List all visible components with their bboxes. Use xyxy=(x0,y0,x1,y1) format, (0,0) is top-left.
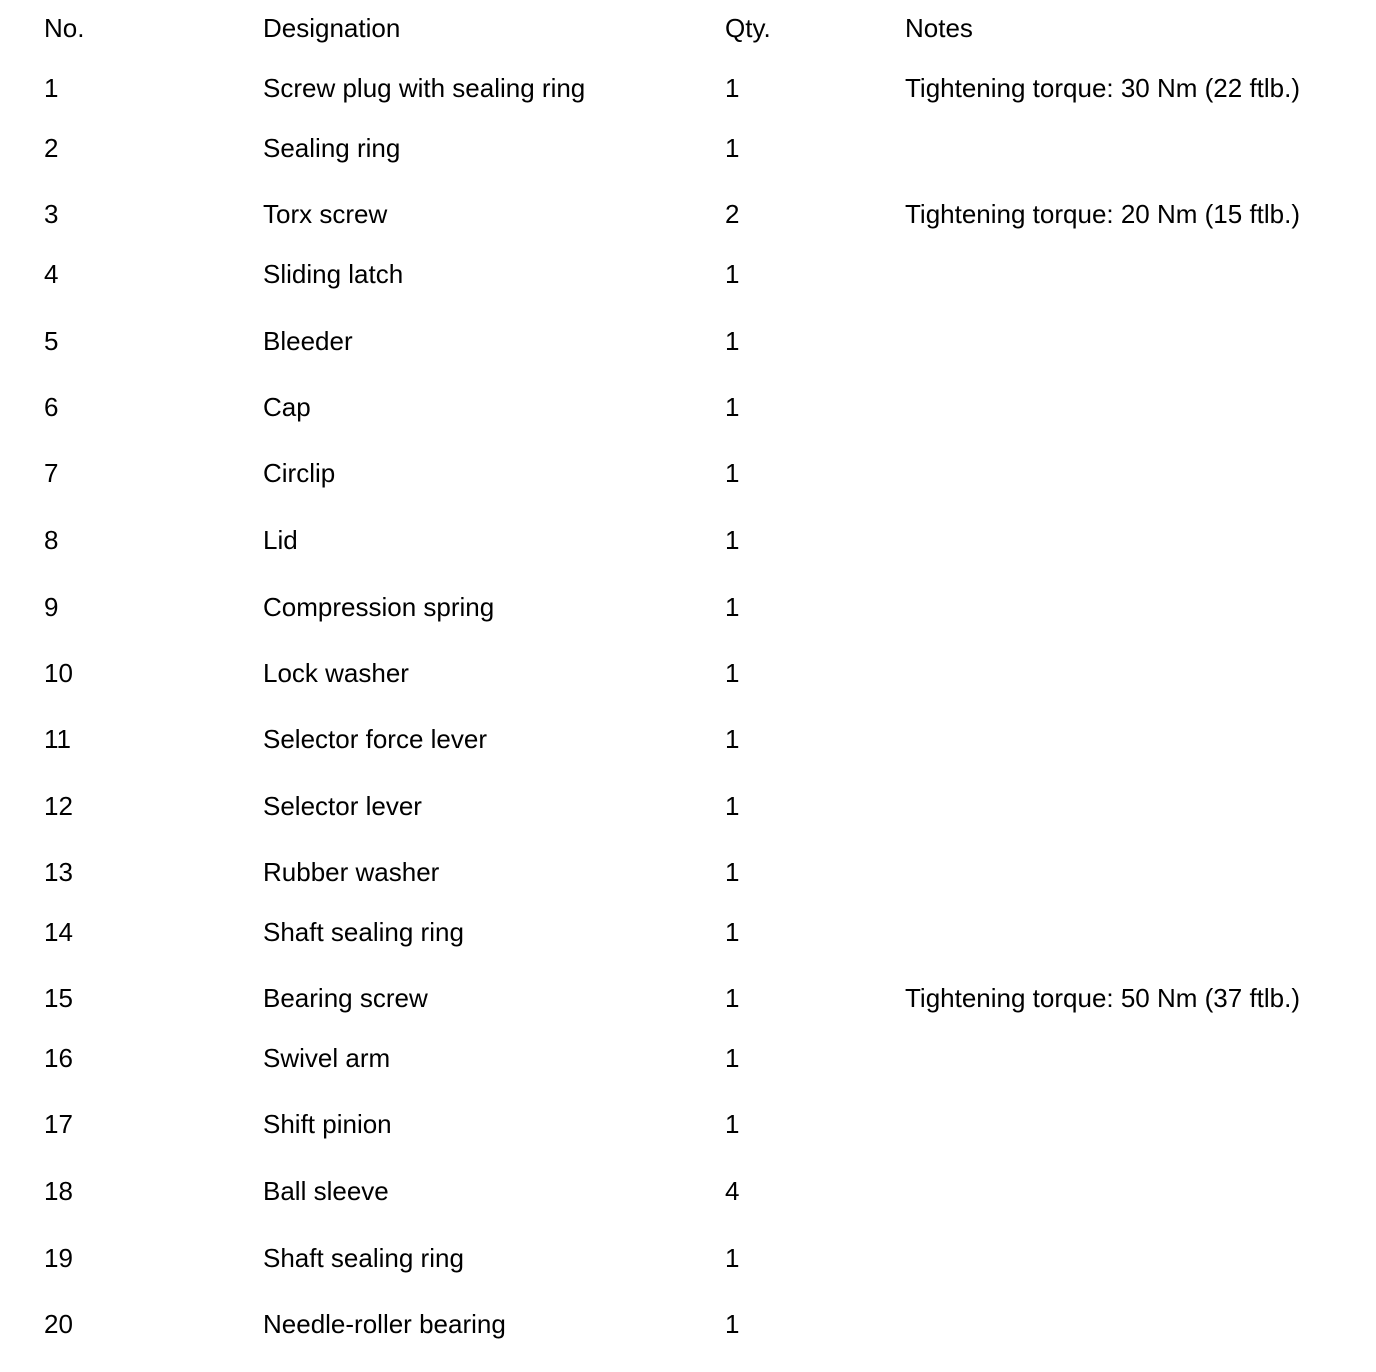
table-row xyxy=(0,985,1376,1015)
row-qty: 1 xyxy=(725,525,740,555)
table-row xyxy=(0,1245,1376,1275)
row-no: 16 xyxy=(44,1043,73,1073)
row-qty: 1 xyxy=(725,1043,740,1073)
row-qty: 1 xyxy=(725,592,740,622)
table-row xyxy=(0,328,1376,358)
table-row xyxy=(0,460,1376,490)
row-no: 17 xyxy=(44,1109,73,1139)
row-designation: Compression spring xyxy=(263,592,495,622)
row-qty: 4 xyxy=(725,1176,740,1206)
table-row xyxy=(0,919,1376,949)
header-designation: Designation xyxy=(263,13,401,43)
table-row xyxy=(0,1045,1376,1075)
row-qty: 1 xyxy=(725,791,740,821)
row-notes: Tightening torque: 30 Nm (22 ftlb.) xyxy=(905,73,1301,103)
row-designation: Screw plug with sealing ring xyxy=(263,73,586,103)
row-designation: Torx screw xyxy=(263,199,388,229)
row-qty: 1 xyxy=(725,1243,740,1273)
table-row xyxy=(0,859,1376,889)
row-qty: 2 xyxy=(725,199,740,229)
row-designation: Selector force lever xyxy=(263,724,487,754)
row-designation: Sliding latch xyxy=(263,259,404,289)
row-designation: Shift pinion xyxy=(263,1109,392,1139)
header-no: No. xyxy=(44,13,85,43)
row-qty: 1 xyxy=(725,917,740,947)
row-no: 15 xyxy=(44,983,73,1013)
row-no: 5 xyxy=(44,326,59,356)
table-row xyxy=(0,527,1376,557)
row-no: 13 xyxy=(44,857,73,887)
row-no: 2 xyxy=(44,133,59,163)
row-designation: Bearing screw xyxy=(263,983,428,1013)
table-row xyxy=(0,201,1376,231)
row-qty: 1 xyxy=(725,392,740,422)
row-designation: Cap xyxy=(263,392,311,422)
row-no: 8 xyxy=(44,525,59,555)
row-no: 11 xyxy=(44,724,71,754)
row-no: 14 xyxy=(44,917,73,947)
table-row xyxy=(0,1311,1376,1341)
row-designation: Swivel arm xyxy=(263,1043,391,1073)
row-no: 3 xyxy=(44,199,59,229)
row-qty: 1 xyxy=(725,259,740,289)
row-designation: Shaft sealing ring xyxy=(263,917,464,947)
table-row xyxy=(0,793,1376,823)
row-no: 1 xyxy=(44,73,59,103)
row-qty: 1 xyxy=(725,658,740,688)
row-qty: 1 xyxy=(725,326,740,356)
table-row xyxy=(0,135,1376,165)
row-qty: 1 xyxy=(725,73,740,103)
table-row xyxy=(0,1178,1376,1208)
row-designation: Circlip xyxy=(263,458,336,488)
row-designation: Sealing ring xyxy=(263,133,401,163)
row-qty: 1 xyxy=(725,1109,740,1139)
row-designation: Selector lever xyxy=(263,791,422,821)
row-no: 18 xyxy=(44,1176,73,1206)
row-no: 10 xyxy=(44,658,73,688)
row-designation: Needle-roller bearing xyxy=(263,1309,506,1339)
header-notes: Notes xyxy=(905,13,973,43)
row-designation: Lid xyxy=(263,525,298,555)
table-header-row xyxy=(0,15,1376,45)
table-row xyxy=(0,1111,1376,1141)
row-designation: Lock washer xyxy=(263,658,409,688)
row-qty: 1 xyxy=(725,133,740,163)
row-qty: 1 xyxy=(725,857,740,887)
row-qty: 1 xyxy=(725,1309,740,1339)
row-designation: Bleeder xyxy=(263,326,353,356)
row-no: 20 xyxy=(44,1309,73,1339)
table-row xyxy=(0,75,1376,105)
table-row xyxy=(0,660,1376,690)
row-designation: Shaft sealing ring xyxy=(263,1243,464,1273)
row-no: 4 xyxy=(44,259,59,289)
header-qty: Qty. xyxy=(725,13,771,43)
row-qty: 1 xyxy=(725,724,740,754)
row-designation: Ball sleeve xyxy=(263,1176,389,1206)
row-no: 9 xyxy=(44,592,59,622)
row-notes: Tightening torque: 50 Nm (37 ftlb.) xyxy=(905,983,1301,1013)
row-designation: Rubber washer xyxy=(263,857,440,887)
row-qty: 1 xyxy=(725,458,740,488)
row-no: 19 xyxy=(44,1243,73,1273)
row-qty: 1 xyxy=(725,983,740,1013)
table-row xyxy=(0,394,1376,424)
row-notes: Tightening torque: 20 Nm (15 ftlb.) xyxy=(905,199,1301,229)
row-no: 7 xyxy=(44,458,59,488)
row-no: 6 xyxy=(44,392,59,422)
table-row xyxy=(0,594,1376,624)
row-no: 12 xyxy=(44,791,73,821)
table-row xyxy=(0,726,1376,756)
table-row xyxy=(0,261,1376,291)
